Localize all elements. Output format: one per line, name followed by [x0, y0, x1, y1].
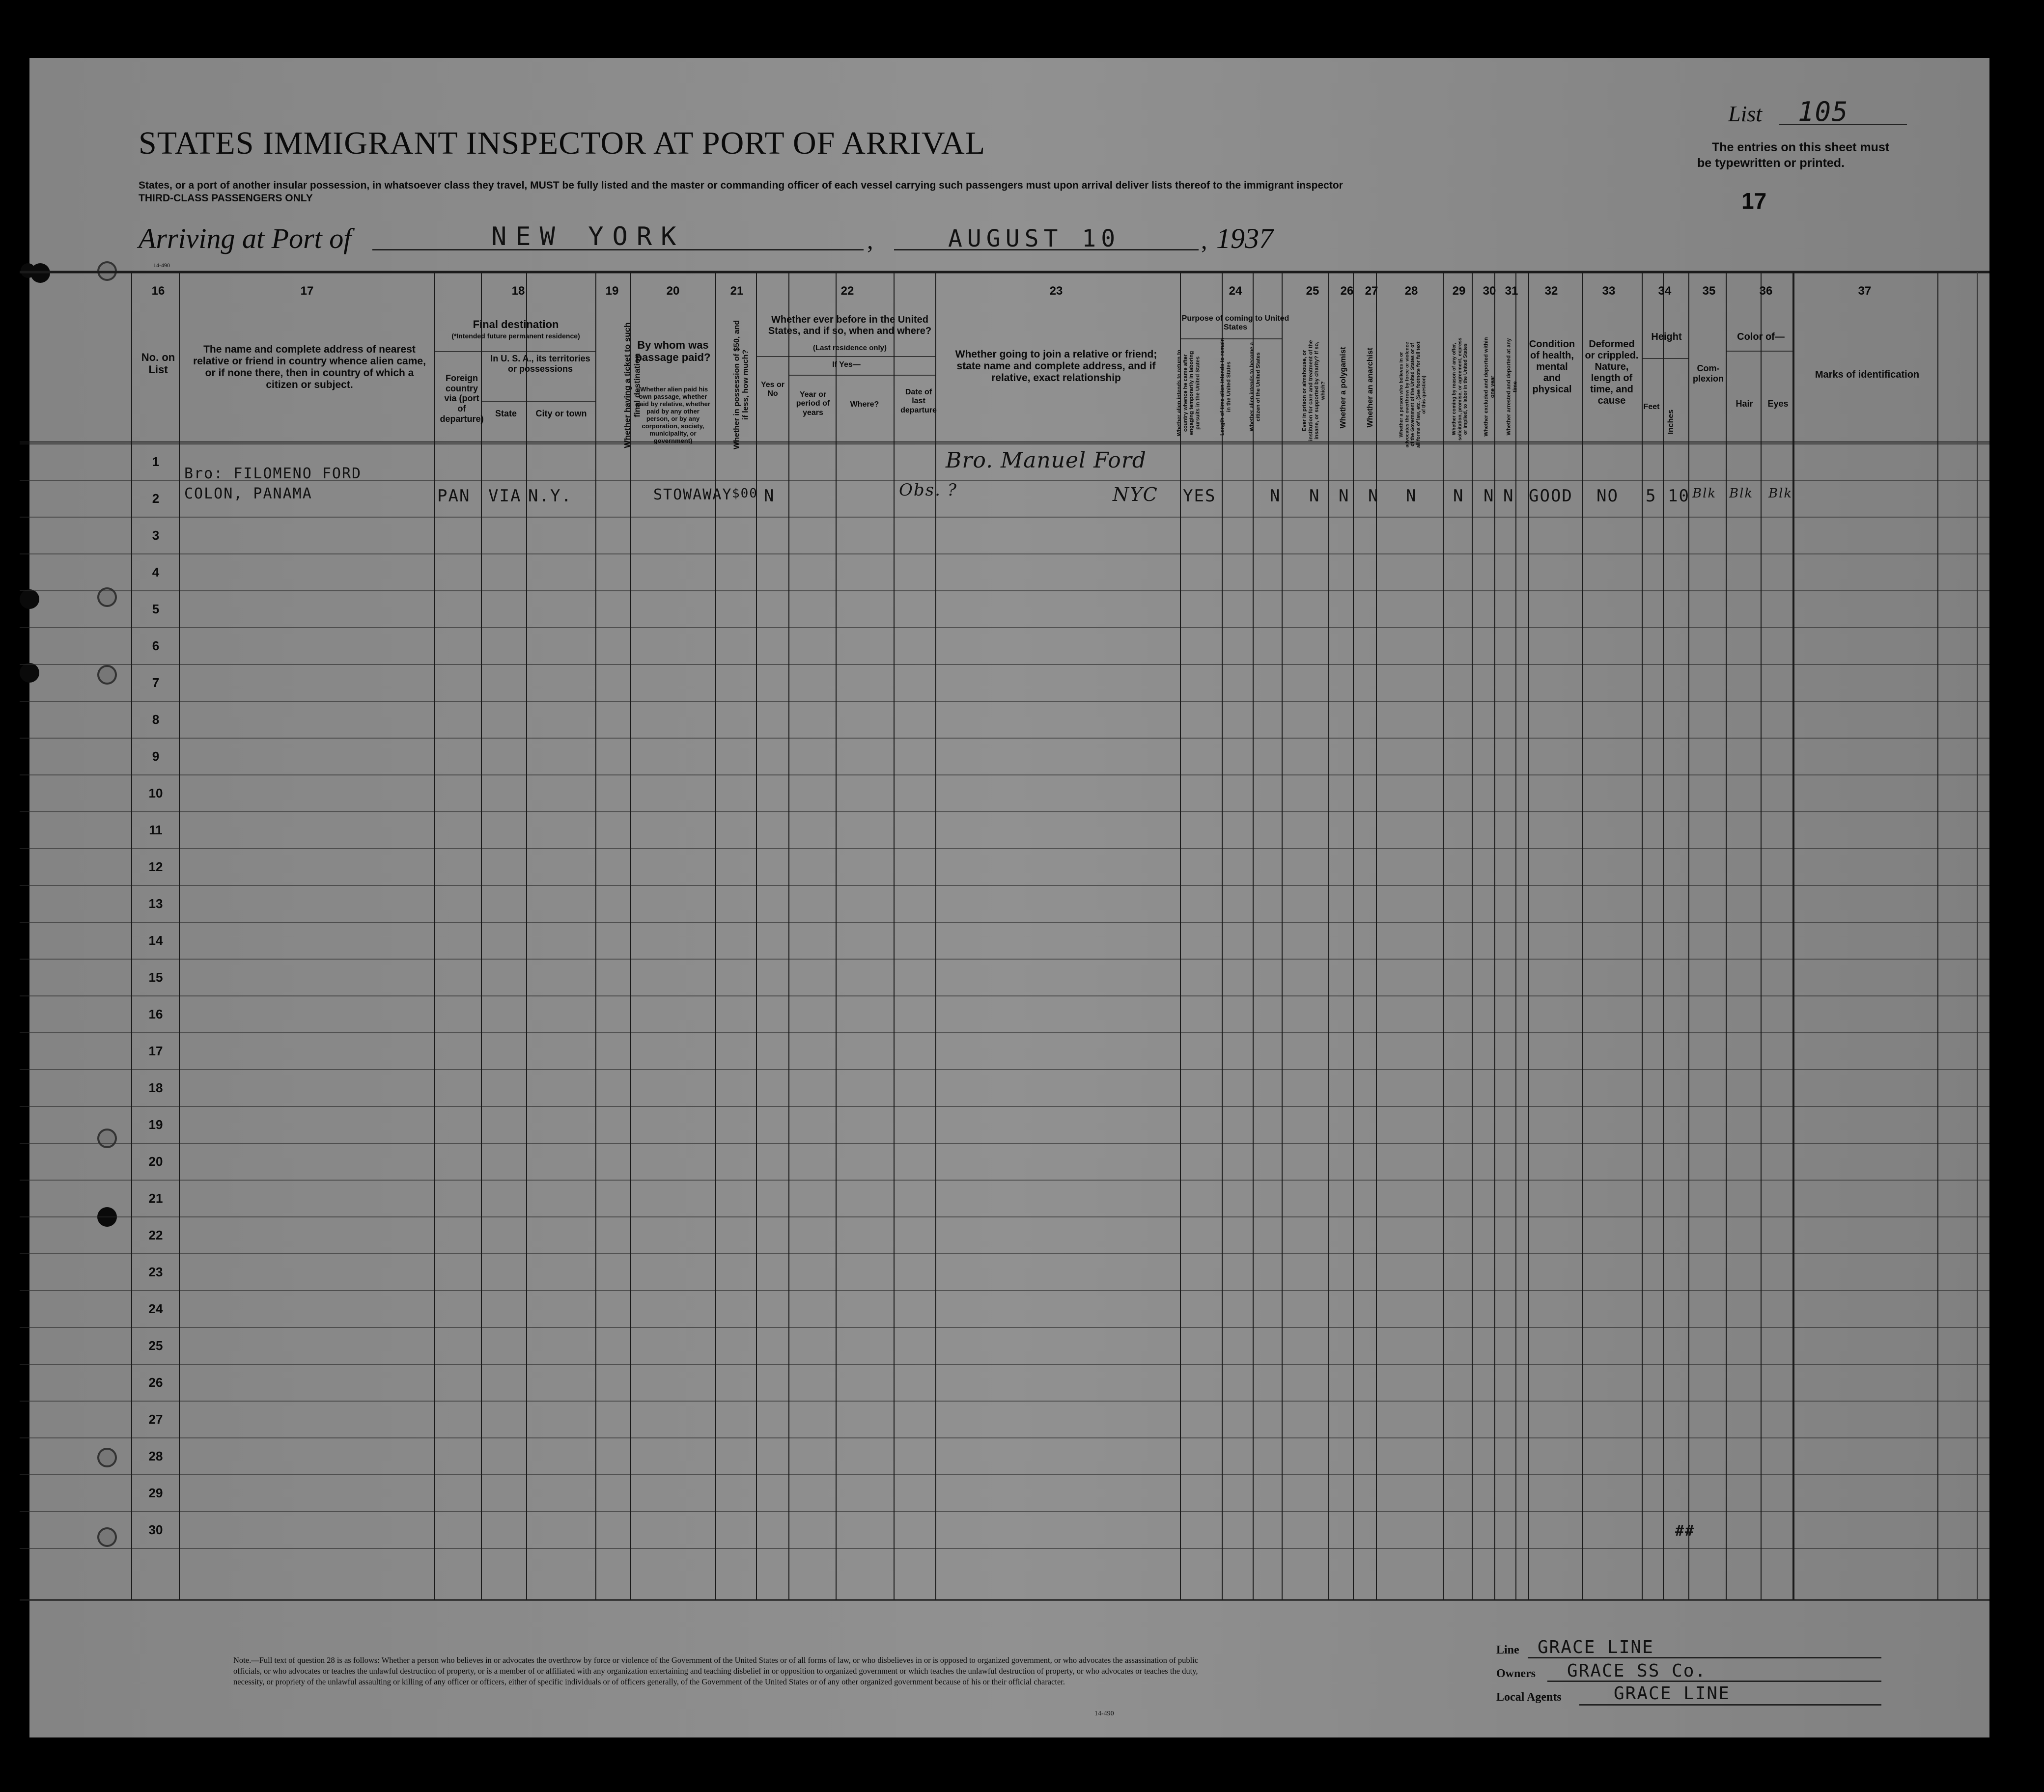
entry-state: VIA	[488, 486, 522, 506]
list-label: List	[1728, 101, 1763, 126]
colnum-18: 18	[511, 284, 525, 298]
header-passage-paid-sub: (Whether alien paid his own passage, whether paid by relative, whether paid by any other person, or by any corporation, society, municipality, or government)	[636, 386, 710, 444]
entry-q27b: N	[1368, 486, 1379, 506]
header-passage-paid: By whom was passage paid?	[635, 339, 711, 364]
header-eyes: Eyes	[1767, 399, 1789, 409]
colnum-25: 25	[1306, 284, 1319, 298]
row-number: 25	[148, 1338, 163, 1353]
entry-q26: N	[1309, 486, 1320, 506]
header-complexion: Com- plexion	[1692, 363, 1724, 384]
colnum-19: 19	[605, 284, 619, 298]
header-deported: Whether arrested and deported at any time	[1506, 338, 1518, 436]
row-number: 29	[148, 1486, 163, 1500]
header-ticket: Whether having a ticket to such final destination	[622, 322, 642, 448]
header-labor-offer: Whether coming by reason of any offer, solicitation, promise, or agreement, express or implied, to labor in the United States	[1451, 337, 1468, 441]
colnum-29: 29	[1452, 284, 1466, 298]
colnum-28: 28	[1404, 284, 1418, 298]
entry-join-name: Bro. Manuel Ford	[946, 448, 1147, 473]
row-number: 10	[148, 786, 163, 800]
row-number: 20	[148, 1154, 163, 1169]
owners-label: Owners	[1496, 1667, 1536, 1680]
header-final-destination-sub: (*Intended future permanent residence)	[451, 332, 580, 340]
header-in-usa: In U. S. A., its territories or possessions	[490, 354, 590, 374]
agents-value: GRACE LINE	[1614, 1683, 1730, 1704]
header-color-of: Color of—	[1737, 331, 1785, 342]
header-relative-address: The name and complete address of nearest relative or friend in country whence alien came, or if none there, then in country of which a citizen or subject.	[193, 344, 426, 391]
entry-q29: N	[1453, 486, 1464, 506]
header-hair: Hair	[1736, 399, 1753, 409]
row-number: 18	[148, 1080, 163, 1095]
date-value: AUGUST 10	[948, 225, 1120, 252]
colnum-20: 20	[666, 284, 680, 298]
sheet-number: 17	[1741, 188, 1767, 214]
entry-where-note: Obs. ?	[899, 480, 957, 500]
colnum-22: 22	[840, 284, 854, 298]
passenger-class: THIRD-CLASS PASSENGERS ONLY	[139, 193, 313, 204]
list-number: 105	[1798, 96, 1849, 127]
colnum-37: 37	[1858, 284, 1872, 298]
entry-eyes: Blk	[1768, 486, 1793, 501]
header-state: State	[495, 409, 517, 418]
comma-sep: ,	[867, 226, 873, 254]
row-number: 15	[148, 970, 163, 985]
row-number: 2	[152, 491, 160, 506]
header-final-destination: Final destination	[473, 318, 559, 331]
header-join-relative: Whether going to join a relative or friend; state name and complete address, and if relative, exact relationship	[955, 349, 1157, 384]
footnote-question-28: Note.—Full text of question 28 is as follows: Whether a person who believes in or advocates the overthrow by force or violence of the Government of the United States or of all forms of law, or who disbelieves in or is opposed to organized government, or who advocates the assassination of public officials, or who advocates or teaches the unlawful destruction of property, or is a member of or affiliated with any organization entertaining and teaching disbelief in or opposition to organized government or which teaches the unlawful destruction of property, or who advocates or teaches the duty, necessity, or propriety of the unlawful assaulting or killing of any officer or officers, either of specific individuals or of officers generally, of the Government of the United States or of any other organized government because of his or their official character.	[233, 1655, 1199, 1686]
colnum-30: 30	[1483, 284, 1496, 298]
row-number: 7	[152, 675, 160, 690]
colnum-21: 21	[730, 284, 744, 298]
header-deformed: Deformed or crippled. Nature, length of time, and cause	[1585, 339, 1639, 406]
row-number: 11	[149, 823, 163, 837]
entry-relative-address: COLON, PANAMA	[184, 485, 312, 502]
header-excluded: Whether excluded and deported within one year	[1483, 337, 1495, 437]
row-number: 26	[148, 1375, 163, 1390]
header-marks: Marks of identification	[1815, 369, 1920, 380]
colnum-26: 26	[1340, 284, 1354, 298]
colnum-33: 33	[1602, 284, 1616, 298]
form-instruction: States, or a port of another insular possession, in whatsoever class they travel, MUST be fully listed and the master or commanding officer of each vessel carrying such passengers must upon arrival deliver lists thereof to the immigrant inspector	[139, 180, 1343, 191]
header-no-on-list: No. on List	[141, 351, 175, 376]
entry-q25: N	[1270, 486, 1281, 506]
entry-purpose: YES	[1183, 486, 1216, 506]
header-ever-before: Whether ever before in the United States, and if so, when and where?	[768, 314, 932, 336]
form-code-top: 14-490	[153, 262, 170, 269]
entry-row29-mark: ##	[1675, 1522, 1695, 1540]
colnum-16: 16	[151, 284, 165, 298]
row-number: 22	[148, 1228, 163, 1242]
typewritten-note-1: The entries on this sheet must	[1712, 140, 1890, 154]
header-period: Year or period of years	[796, 390, 830, 417]
row-number: 17	[148, 1044, 163, 1058]
header-last-departure: Date of last departure	[900, 388, 937, 414]
header-where: Where?	[850, 400, 879, 409]
row-number: 12	[148, 859, 163, 874]
row-number: 3	[152, 528, 160, 543]
owners-value: GRACE SS Co.	[1567, 1661, 1707, 1681]
row-number: 30	[148, 1522, 163, 1537]
header-purpose-length: Length of time alien intends to remain in the United States	[1219, 338, 1232, 436]
entry-complexion: Blk	[1692, 486, 1717, 501]
entry-join-city: NYC	[1113, 484, 1158, 505]
header-feet: Feet	[1643, 403, 1660, 411]
row-number: 13	[148, 896, 163, 911]
colnum-27: 27	[1365, 284, 1378, 298]
typewritten-note-2: be typewritten or printed.	[1697, 156, 1845, 170]
row-number: 21	[148, 1191, 163, 1206]
arriving-label: Arriving at Port of	[139, 222, 352, 254]
row-number: 19	[148, 1117, 163, 1132]
line-label: Line	[1496, 1644, 1519, 1656]
entry-q27: N	[1339, 486, 1350, 506]
row-number: 24	[148, 1301, 163, 1316]
header-health: Condition of health, mental and physical	[1529, 339, 1575, 395]
line-value: GRACE LINE	[1538, 1637, 1654, 1657]
agents-label: Local Agents	[1496, 1691, 1562, 1704]
entry-ever-before: N	[764, 486, 775, 506]
entry-q30: N	[1484, 486, 1495, 506]
row-number: 28	[148, 1449, 163, 1463]
header-last-residence: (Last residence only)	[812, 344, 887, 352]
header-foreign-country: Foreign country via (port of departure)	[440, 373, 484, 424]
colnum-36: 36	[1759, 284, 1773, 298]
colnum-24: 24	[1229, 284, 1242, 298]
row-number: 23	[148, 1265, 163, 1279]
colnum-32: 32	[1544, 284, 1558, 298]
header-height: Height	[1651, 331, 1682, 342]
header-polygamist: Whether a polygamist	[1339, 347, 1347, 429]
form-code-bottom: 14-490	[1094, 1710, 1114, 1717]
agents-underline	[1579, 1704, 1881, 1706]
row-number: 6	[152, 638, 160, 653]
entry-foreign-country: PAN	[437, 486, 471, 506]
entry-deformed: NO	[1596, 486, 1619, 506]
row-number: 16	[148, 1007, 163, 1021]
year-value: 1937	[1216, 222, 1273, 254]
row-number: 14	[148, 933, 163, 948]
entry-city: N.Y.	[528, 486, 572, 506]
row-number: 1	[152, 454, 160, 469]
header-purpose-return: Whether alien intends to return to country whence he came after engaging temporarily in laboring pursuits in the United States	[1176, 350, 1201, 437]
header-if-yes: If Yes—	[832, 360, 861, 369]
header-purpose: Purpose of coming to United States	[1181, 314, 1289, 332]
colnum-31: 31	[1505, 284, 1518, 298]
entry-relative-name: Bro: FILOMENO FORD	[184, 465, 362, 482]
header-purpose-citizen: Whether alien intends to become a citizen of the United States	[1249, 342, 1261, 432]
entry-inches: 10	[1668, 486, 1690, 506]
entry-hair: Blk	[1729, 486, 1754, 501]
colnum-34: 34	[1658, 284, 1672, 298]
row-number: 4	[152, 565, 160, 579]
header-inches: Inches	[1666, 409, 1675, 435]
colnum-17: 17	[300, 284, 314, 298]
row-number: 27	[148, 1412, 163, 1427]
header-yes-no: Yes or No	[760, 381, 785, 398]
colnum-23: 23	[1049, 284, 1063, 298]
row-number: 9	[152, 749, 160, 764]
form-title: STATES IMMIGRANT INSPECTOR AT PORT OF ARRIVAL	[139, 125, 986, 161]
header-prison: Ever in prison or almshouse, or institution for care and treatment of the insane, or supported by charity? If so, which?	[1301, 340, 1326, 441]
row-number: 8	[152, 712, 160, 727]
comma-sep: ,	[1201, 226, 1207, 254]
header-money: Whether in possession of $50, and if less, how much?	[732, 320, 750, 449]
header-city: City or town	[535, 409, 587, 418]
header-anarchist: Whether an anarchist	[1366, 347, 1374, 428]
entry-money: $00	[732, 486, 758, 501]
entry-passage: STOWAWAY	[653, 486, 732, 503]
entry-feet: 5	[1646, 486, 1657, 506]
port-value: NEW YORK	[491, 222, 685, 251]
entry-health: GOOD	[1529, 486, 1573, 506]
entry-q31: N	[1503, 486, 1514, 506]
entry-q28: N	[1406, 486, 1417, 506]
header-overthrow: Whether a person who believes in or advocates the overthrow by force or violence of the Government of the United States or of all forms of law, etc. (See footnote for full text of this question)	[1399, 341, 1427, 448]
colnum-35: 35	[1702, 284, 1716, 298]
row-number: 5	[152, 602, 160, 616]
